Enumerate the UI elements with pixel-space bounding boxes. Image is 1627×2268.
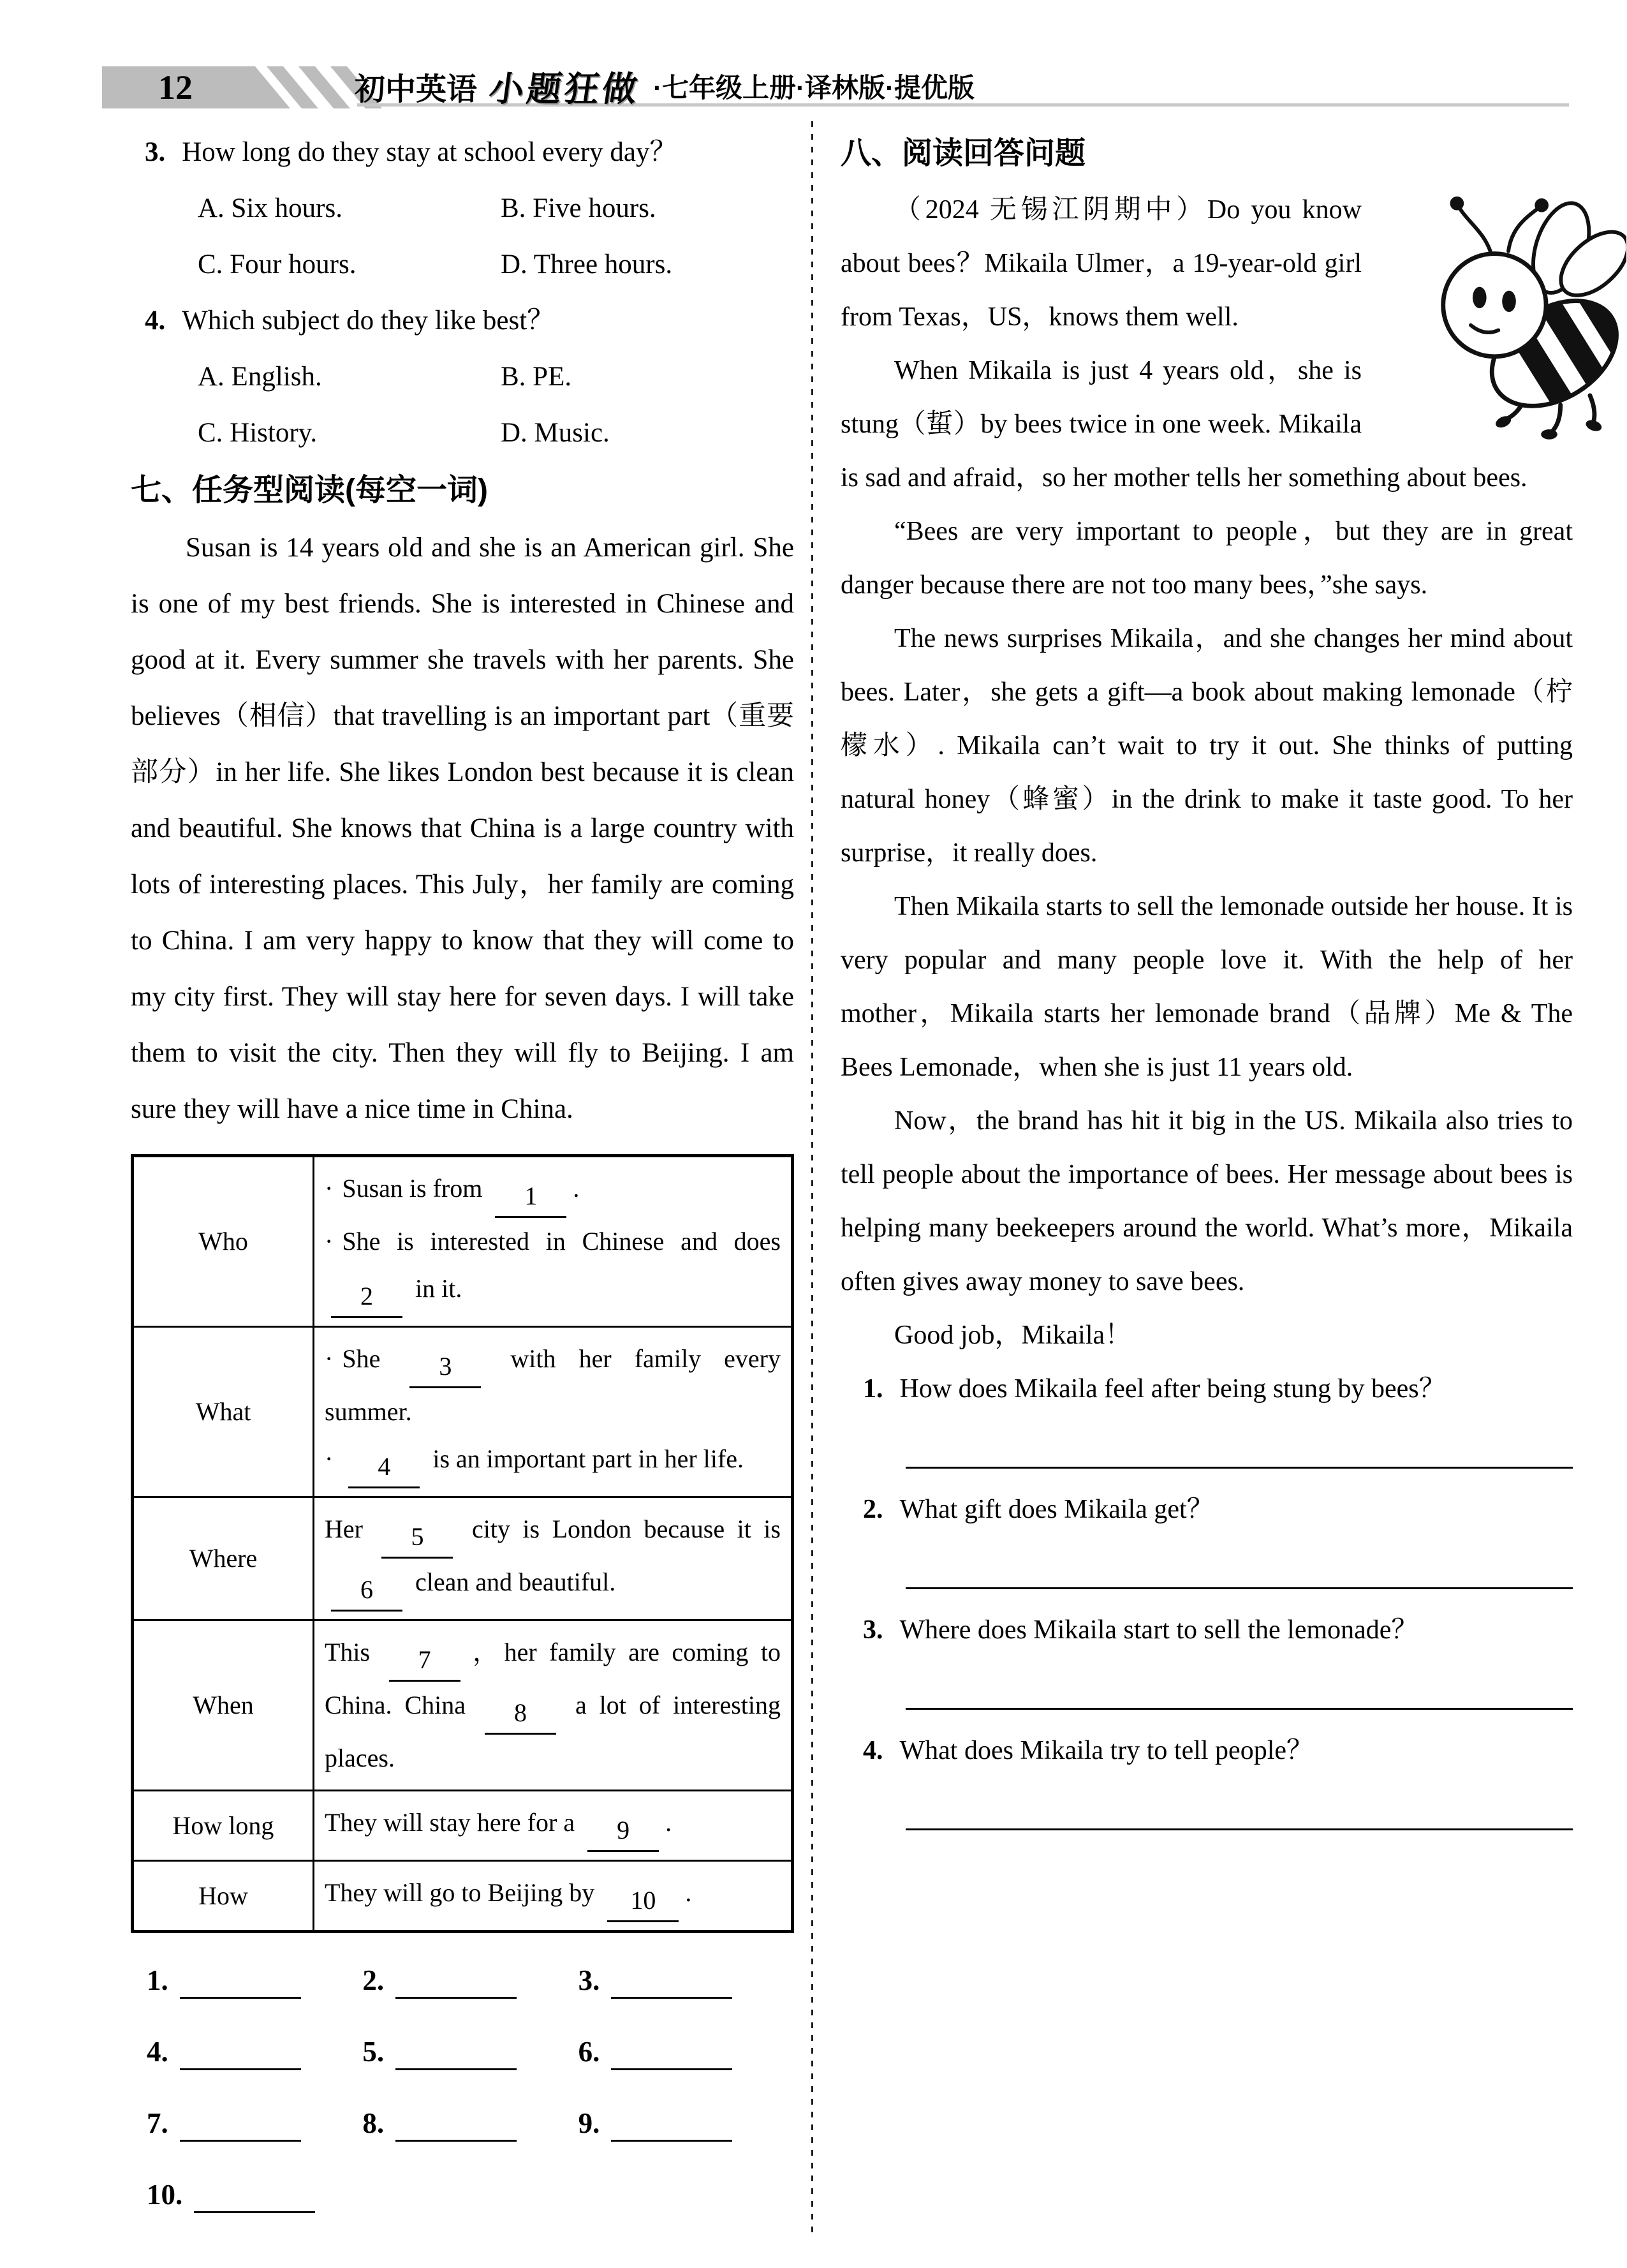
row-label: Who — [133, 1156, 314, 1327]
answer-line — [906, 1467, 1573, 1469]
question-text: Which subject do they like best？ — [182, 306, 555, 336]
answer-number: 1. — [147, 1964, 168, 1996]
question-number: 4. — [145, 306, 166, 336]
question — [841, 1724, 1573, 1777]
question-text: What gift does Mikaila get？ — [899, 1495, 1214, 1524]
answer-line — [906, 1708, 1573, 1710]
answer-blanks — [131, 1952, 794, 2224]
answer-line — [906, 1828, 1573, 1830]
answer-number: 9. — [578, 2107, 600, 2139]
row-label: Where — [133, 1497, 314, 1620]
left-column — [131, 124, 794, 2224]
answer-slot-4 — [147, 2024, 362, 2081]
table-item: They will stay here for a 9 . — [325, 1799, 781, 1852]
answer-number: 6. — [578, 2036, 600, 2068]
question-3 — [131, 124, 794, 181]
task-reading-table — [131, 1154, 794, 1933]
answer-number: 5. — [362, 2036, 385, 2068]
row-content — [314, 1791, 793, 1861]
question-3-options — [131, 181, 794, 293]
answer-row — [131, 1952, 794, 2010]
option: B. PE. — [501, 362, 572, 392]
row-content — [314, 1327, 793, 1497]
answer-line — [180, 2043, 301, 2070]
question-number: 3. — [145, 137, 166, 167]
question-text: What does Mikaila try to tell people？ — [899, 1736, 1313, 1765]
answer-slot-7 — [147, 2095, 362, 2153]
row-content — [314, 1156, 793, 1327]
paragraph: （2024 无锡江阴期中）Do you know about bees？Mikaila Ulmer，a 19-year-old girl from Texas，US，knows them well. — [841, 183, 1573, 344]
blank-1: 1 — [495, 1180, 566, 1218]
answer-row — [131, 2024, 794, 2081]
table-row — [133, 1861, 793, 1932]
reading-passage-bees — [841, 183, 1573, 1362]
answer-number: 7. — [147, 2107, 168, 2139]
table-row — [133, 1327, 793, 1497]
paragraph: Now，the brand has hit it big in the US. Mikaila also tries to tell people about the importance of bees. Her message about bees is helping many beekeepers around the world. What’s more，Mikaila often gives away money to save bees. — [841, 1106, 1573, 1296]
question-text: How long do they stay at school every day？ — [182, 137, 677, 167]
paragraph: The news surprises Mikaila，and she changes her mind about bees. Later，she gets a gift—a book about making lemonade（柠檬水）. Mikaila can’t wait to try it out. She thinks of putting natural honey（蜂蜜）in the drink to make it taste good. To her surprise，it really does. — [841, 624, 1573, 868]
blank-9: 9 — [587, 1814, 659, 1852]
answer-slot-6 — [578, 2024, 794, 2081]
paragraph: Good job，Mikaila！ — [894, 1321, 1132, 1350]
question-text: Where does Mikaila start to sell the lemonade？ — [899, 1615, 1418, 1645]
option: A. English. — [198, 362, 322, 392]
table-row — [133, 1497, 793, 1620]
answer-line — [611, 1971, 732, 1999]
option: C. History. — [198, 418, 318, 448]
row-label: What — [133, 1327, 314, 1497]
answer-slot-1 — [147, 1952, 362, 2010]
question-text: How does Mikaila feel after being stung by bees？ — [899, 1374, 1446, 1404]
table-item: · 4 is an important part in her life. — [325, 1435, 781, 1488]
blank-8: 8 — [485, 1697, 556, 1735]
bullet-icon: · — [325, 1174, 334, 1203]
options-row — [131, 181, 794, 237]
paragraph: Then Mikaila starts to sell the lemonade outside her house. It is very popular and many people love it. With the help of her mother，Mikaila starts her lemonade brand（品牌）Me & The Bees Lemonade，when she is just 11 years old. — [841, 892, 1573, 1082]
answer-line — [395, 2043, 517, 2070]
book-edition: ·七年级上册·译林版·提优版 — [653, 73, 975, 103]
bee-illustration — [1378, 186, 1573, 440]
options-row — [131, 237, 794, 293]
reading-passage-susan: Susan is 14 years old and she is an American girl. She is one of my best friends. She is interested in Chinese and good at it. Every summer she travels with her parents. She believes（相信）that travelling is an important part（重要部分）in her life. She likes London best because it is clean and beautiful. She knows that China is a large country with lots of interesting places. This July，her family are coming to China. I am very happy to know that they will come to my city first. They will stay here for seven days. I will take them to visit the city. Then they will fly to Beijing. I am sure they will have a nice time in China. — [131, 533, 794, 1124]
question — [841, 1483, 1573, 1536]
question-number: 4. — [863, 1736, 883, 1765]
table-row — [133, 1620, 793, 1791]
table-item: This 7 ，her family are coming to China. China 8 a lot of interesting places. — [325, 1638, 781, 1772]
answer-slot-3 — [578, 1952, 794, 2010]
answer-line — [395, 2114, 517, 2142]
answer-line — [395, 1971, 517, 1999]
section-7-heading: 七、任务型阅读(每空一词) — [131, 473, 488, 507]
row-content — [314, 1620, 793, 1791]
answer-line — [906, 1587, 1573, 1589]
reading-questions — [841, 1362, 1573, 1830]
answer-number: 3. — [578, 1964, 600, 1996]
bullet-icon: · — [325, 1444, 334, 1473]
blank-7: 7 — [389, 1644, 460, 1682]
options-row — [131, 405, 794, 461]
blank-10: 10 — [607, 1885, 679, 1922]
blank-6: 6 — [331, 1574, 402, 1612]
answer-number: 10. — [147, 2179, 183, 2211]
question-number: 2. — [863, 1495, 883, 1524]
book-title — [355, 64, 975, 108]
row-label: How long — [133, 1791, 314, 1861]
blank-2: 2 — [331, 1280, 402, 1318]
answer-line — [180, 2114, 301, 2142]
book-series-title: 初中英语 — [355, 72, 478, 107]
option: B. Five hours. — [501, 193, 656, 223]
answer-number: 8. — [362, 2107, 385, 2139]
question — [841, 1362, 1573, 1416]
page-number: 12 — [158, 68, 193, 107]
answer-slot-8 — [362, 2095, 578, 2153]
column-divider — [811, 121, 813, 2239]
option: D. Three hours. — [501, 249, 673, 279]
table-item: · She is interested in Chinese and does 2 in it. — [325, 1218, 781, 1318]
option: C. Four hours. — [198, 249, 357, 279]
question-4-options — [131, 349, 794, 461]
question — [841, 1603, 1573, 1657]
row-label: How — [133, 1861, 314, 1932]
answer-row — [131, 2167, 794, 2224]
answer-slot-2 — [362, 1952, 578, 2010]
answer-line — [180, 1971, 301, 1999]
section-8-heading: 八、阅读回答问题 — [841, 137, 1086, 170]
table-item: Her 5 city is London because it is 6 clean and beautiful. — [325, 1506, 781, 1612]
answer-line — [611, 2043, 732, 2070]
row-content — [314, 1497, 793, 1620]
option: D. Music. — [501, 418, 610, 448]
table-item: · Susan is from 1 . — [325, 1165, 781, 1218]
option: A. Six hours. — [198, 193, 342, 223]
paragraph: When Mikaila is just 4 years old，she is stung（蜇）by bees twice in one week. Mikaila is sad and afraid，so her mother tells her something about bees. — [841, 356, 1528, 493]
paragraph: “Bees are very important to people，but they are in great danger because there are not too many bees，”she says. — [841, 517, 1573, 600]
table-item: · She 3 with her family every summer. — [325, 1344, 781, 1426]
blank-5: 5 — [381, 1521, 453, 1559]
answer-row — [131, 2095, 794, 2153]
row-label: When — [133, 1620, 314, 1791]
table-item: They will go to Beijing by 10 . — [325, 1869, 781, 1922]
row-content — [314, 1861, 793, 1932]
bullet-icon: · — [325, 1227, 334, 1256]
bullet-icon: · — [325, 1344, 334, 1373]
blank-3: 3 — [409, 1351, 481, 1388]
table-row — [133, 1156, 793, 1327]
answer-number: 4. — [147, 2036, 168, 2068]
answer-line — [611, 2114, 732, 2142]
question-4 — [131, 293, 794, 349]
question-number: 3. — [863, 1615, 883, 1645]
answer-slot-5 — [362, 2024, 578, 2081]
question-number: 1. — [863, 1374, 883, 1404]
table-row — [133, 1791, 793, 1861]
answer-slot-10 — [147, 2167, 378, 2224]
answer-slot-9 — [578, 2095, 794, 2153]
options-row — [131, 349, 794, 405]
brand-logo: 小题狂做 — [487, 70, 643, 108]
answer-number: 2. — [362, 1964, 385, 1996]
right-column — [841, 124, 1573, 1844]
blank-4: 4 — [348, 1451, 420, 1488]
answer-line — [194, 2186, 315, 2213]
